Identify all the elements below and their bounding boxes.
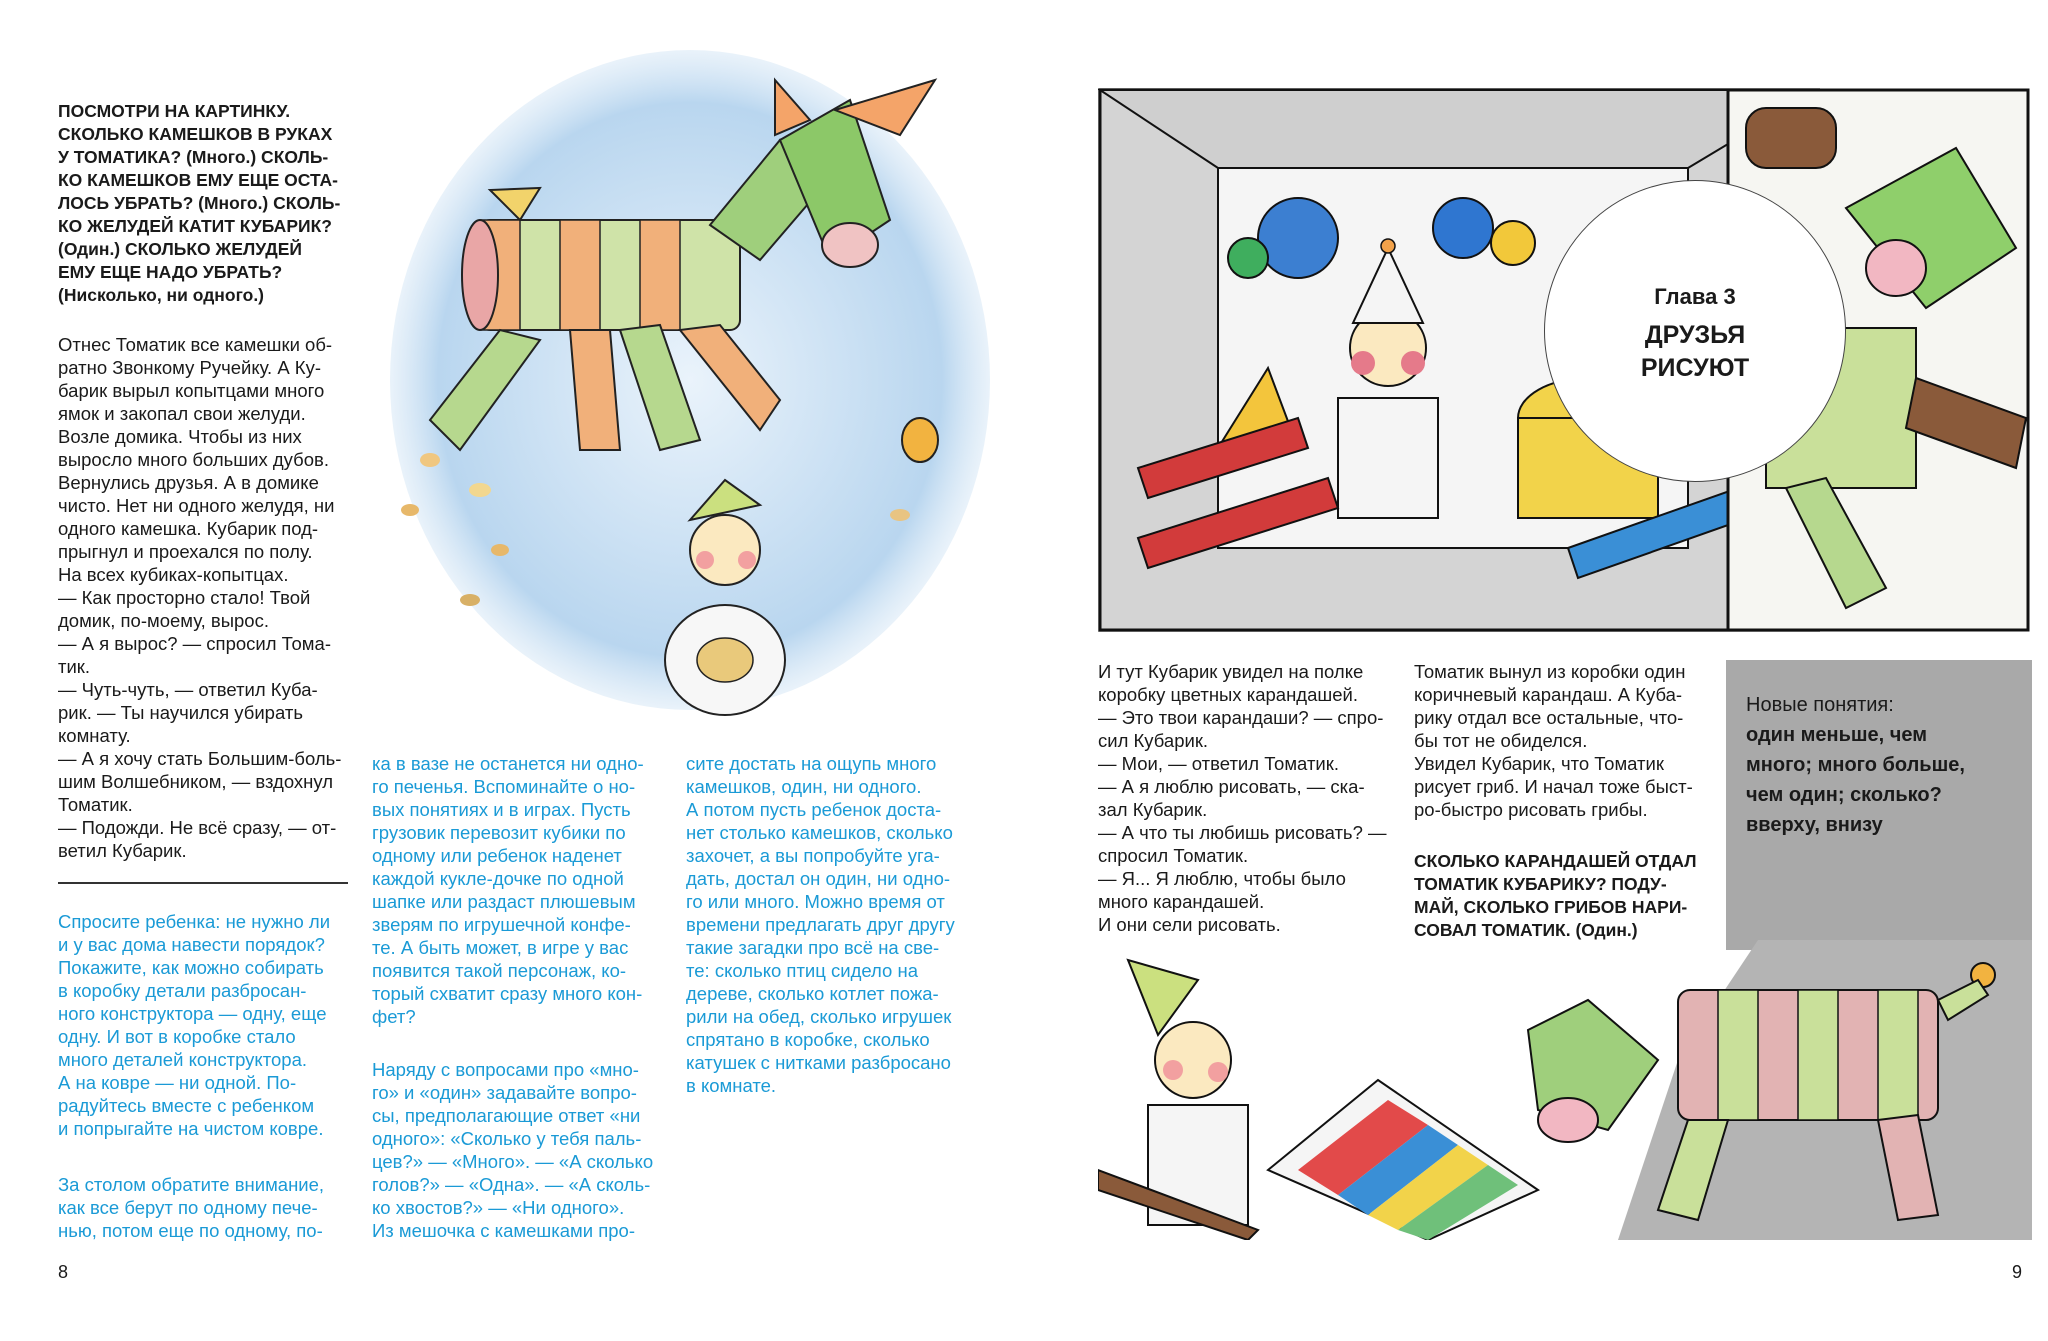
drawing-together-illustration bbox=[1098, 940, 2032, 1240]
chapter-label: Глава 3 bbox=[1654, 284, 1736, 309]
chapter-title-badge bbox=[1544, 180, 1846, 482]
parent-note-col1-p1: Спросите ребенка: не нужно ли и у вас дома навести порядок? Покажите, как можно собирать в коробку детали разбросан- ного конструктора — одну, еще одну. И вот в коробке стало много деталей конструктора. А на ковре — ни одной. По- радуйтесь вместе с ребенком и попрыгайте на чистом ковре. bbox=[58, 911, 331, 1139]
new-concepts-text: один меньше, чем много; много больше, чем один; сколько? вверху, внизу bbox=[1746, 724, 1965, 836]
page-number-left: 8 bbox=[58, 1262, 69, 1282]
question-block-left: ПОСМОТРИ НА КАРТИНКУ. СКОЛЬКО КАМЕШКОВ В РУКАХ У ТОМАТИКА? (Много.) СКОЛЬ- КО КАМЕШКОВ ЕМУ ЕЩЕ ОСТА- ЛОСЬ УБРАТЬ? (Много.) СКОЛЬ- КО ЖЕЛУДЕЙ КАТИТ КУБАРИК? (Один.) СКОЛЬКО ЖЕЛУДЕЙ ЕМУ ЕЩЕ НАДО УБРАТЬ? (Нисколько, ни одного.) bbox=[58, 101, 341, 305]
story-text-right-col2: Томатик вынул из коробки один коричневый карандаш. А Куба- рику отдал все остальные, что- бы тот не обиделся. Увидел Кубарик, что Томатик рисует гриб. И начал тоже быст- ро-быстро рисовать грибы. bbox=[1414, 661, 1693, 820]
chapter-title: ДРУЗЬЯ РИСУЮТ bbox=[1640, 321, 1750, 382]
new-concepts-label: Новые понятия: bbox=[1746, 694, 1894, 716]
parent-note-col2-p2: Наряду с вопросами про «мно- го» и «один» задавайте вопро- сы, предполагающие ответ «ни одного»: «Сколько у тебя паль- цев?» — «Много». — «А сколько голов?» — «Одна». — «А сколь- ко хвостов?» — «Ни одного». Из мешочка с камешками про- bbox=[372, 1059, 654, 1241]
story-text-right-col1: И тут Кубарик увидел на полке коробку цветных карандашей. — Это твои карандаши? — спро- сил Кубарик. — Мои, — ответил Томатик. — А я люблю рисовать, — ска- зал Кубарик. — А что ты любишь рисовать? — спросил Томатик. — Я... Я люблю, чтобы было много карандашей. И они сели рисовать. bbox=[1098, 661, 1387, 935]
parent-note-col3-p1: сите достать на ощупь много камешков, один, ни одного. А потом пусть ребенок доста- нет столько камешков, сколько захочет, а вы попробуйте уга- дать, достал он один, ни одно- го или много. Можно время от времени предлагать друг другу такие загадки про всё на све- те: сколько птиц сидело на дереве, сколько котлет пожа- рили на обед, сколько игрушек спрятано в коробке, сколько катушек с нитками разбросано в комнате. bbox=[686, 753, 955, 1096]
parent-note-col1-p2: За столом обратите внимание, как все берут по одному пече- нью, потом еще по одному, по- bbox=[58, 1174, 325, 1241]
question-block-right: СКОЛЬКО КАРАНДАШЕЙ ОТДАЛ ТОМАТИК КУБАРИКУ? ПОДУ- МАЙ, СКОЛЬКО ГРИБОВ НАРИ- СОВАЛ ТОМАТИК. (Один.) bbox=[1414, 851, 1697, 940]
horse-and-tomatik-illustration bbox=[380, 40, 1000, 720]
story-text-left: Отнес Томатик все камешки об- ратно Звонкому Ручейку. А Ку- барик вырыл копытцами много ямок и закопал свои желуди. Возле домика. Чтобы из них выросло много больших дубов. Вернулись друзья. А в домике чисто. Нет ни одного желудя, ни одного камешка. Кубарик под- прыгнул и проехался по полу. На всех кубиках-копытцах. — Как просторно стало! Твой домик, по-моему, вырос. — А я вырос? — спросил Тома- тик. — Чуть-чуть, — ответил Куба- рик. — Ты научился убирать комнату. — А я хочу стать Большим-боль- шим Волшебником, — вздохнул Томатик. — Подожди. Не всё сразу, — от- ветил Кубарик. bbox=[58, 334, 342, 861]
page-number-right: 9 bbox=[2012, 1262, 2023, 1282]
divider-rule bbox=[58, 882, 348, 884]
parent-note-col2-p1: ка в вазе не останется ни одно- го печенья. Вспоминайте о но- вых понятиях и в играх. Пусть грузовик перевозит кубики по одному или ребенок наденет каждой кукле-дочке по одной шапке или раздаст плюшевым зверям по игрушечной конфе- те. А быть может, в игре у вас появится такой персонаж, ко- торый схватит сразу много кон- фет? bbox=[372, 753, 644, 1027]
new-concepts-panel bbox=[1726, 660, 2032, 950]
